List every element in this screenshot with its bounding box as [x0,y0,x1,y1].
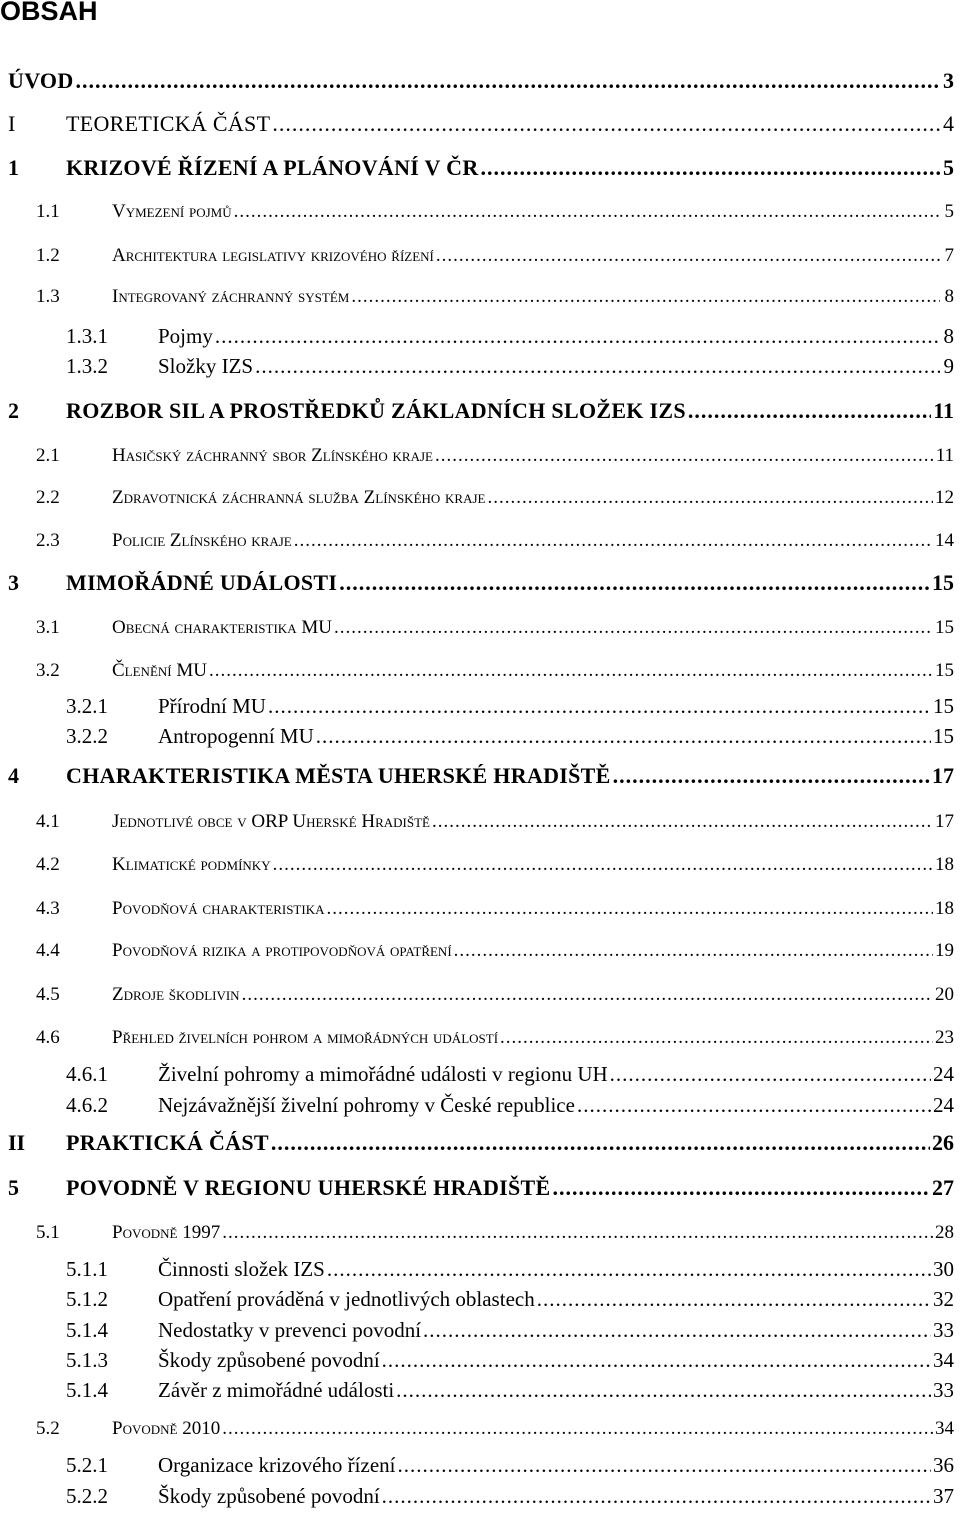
toc-entry-page: 8 [943,324,954,348]
toc-entry-number: 5.2 [36,1418,60,1439]
toc-entry-number: II [8,1130,26,1155]
toc-entry-title: Přehled živelních pohrom a mimořádných událostí [112,1027,499,1048]
toc-entry-number: 3.1 [36,617,60,638]
toc-entry-title: Jednotlivé obce v ORP Uherské Hradiště [112,811,430,832]
toc-entry-number: 4.3 [36,898,60,919]
toc-entry-page: 11 [933,398,954,423]
toc-entry[interactable] [0,726,954,747]
toc-entry-number: I [8,111,16,136]
toc-entry-title: Vymezení pojmů [112,201,232,222]
toc-entry[interactable] [0,1486,954,1507]
toc-entry-page: 34 [933,1348,954,1372]
toc-entry-number: 1 [8,155,19,180]
toc-entry[interactable] [0,696,954,717]
toc-entry[interactable] [0,488,954,507]
toc-dot-leader [76,70,940,92]
toc-entry[interactable] [0,246,954,265]
toc-entry-page: 19 [935,940,954,961]
toc-entry[interactable] [0,113,954,135]
toc-entry[interactable] [0,1380,954,1401]
toc-entry-title: Nejzávažnější živelní pohromy v České republice [158,1093,575,1117]
toc-entry[interactable] [0,1095,954,1116]
toc-entry[interactable] [0,1132,954,1154]
toc-entry-title: Povodňová charakteristika [112,898,325,919]
toc-entry-title: TEORETICKÁ ČÁST [66,111,271,136]
toc-entry-number: 5 [8,1175,19,1200]
toc-entry-page: 17 [932,763,954,788]
toc-entry-number: 4.2 [36,854,60,875]
toc-dot-leader [577,1095,931,1116]
toc-dot-leader [334,618,933,637]
toc-entry-title: Nedostatky v prevenci povodní [158,1318,422,1342]
toc-dot-leader [423,1320,931,1341]
toc-entry-title: Povodňová rizika a protipovodňová opatření [112,940,452,961]
toc-entry-number: 3 [8,570,19,595]
toc-entry-page: 15 [933,724,954,748]
toc-dot-leader [209,661,933,680]
toc-dot-leader [242,985,933,1004]
toc-dot-leader [435,446,934,465]
toc-dot-leader [552,1177,930,1199]
toc-entry-page: 17 [935,811,954,832]
toc-entry-number: 4.6.2 [66,1093,108,1117]
toc-entry[interactable] [0,157,954,179]
toc-entry[interactable] [0,356,954,377]
toc-entry[interactable] [0,1419,954,1438]
toc-entry-number: 5.1.3 [66,1348,108,1372]
toc-entry-page: 15 [935,660,954,681]
toc-entry-page: 33 [933,1378,954,1402]
toc-entry-title: Členění MU [112,660,207,681]
toc-entry[interactable] [0,941,954,960]
toc-entry-title: Činnosti složek IZS [158,1257,325,1281]
toc-entry[interactable] [0,1064,954,1085]
toc-entry[interactable] [0,899,954,918]
toc-entry-page: 4 [943,111,954,136]
toc-entry-number: 2 [8,398,19,423]
toc-entry-number: 1.3.2 [66,354,108,378]
toc-entry-number: 5.1.1 [66,1257,108,1281]
toc-entry-title: Opatření prováděná v jednotlivých oblastech [158,1287,535,1311]
toc-entry-number: 5.2.2 [66,1484,108,1508]
toc-entry-page: 15 [932,570,954,595]
toc-entry-number: 5.1.4 [66,1378,108,1402]
toc-entry[interactable] [0,572,954,594]
toc-dot-leader [271,1132,930,1154]
toc-entry-page: 23 [935,1027,954,1048]
toc-entry[interactable] [0,1259,954,1280]
toc-dot-leader [255,356,940,377]
toc-entry[interactable] [0,985,954,1004]
toc-entry-title: Povodně 2010 [112,1418,221,1439]
toc-entry-title: POVODNĚ V REGIONU UHERSKÉ HRADIŠTĚ [66,1175,551,1200]
toc-dot-leader [272,113,940,135]
toc-dot-leader [222,1419,933,1438]
toc-dot-leader [316,726,931,747]
toc-entry[interactable] [0,1223,954,1242]
toc-entry-number: 1.3 [36,286,60,307]
toc-dot-leader [396,1380,931,1401]
toc-dot-leader [398,1455,932,1476]
toc-entry[interactable] [0,1177,954,1199]
toc-entry-title: Živelní pohromy a mimořádné události v regionu UH [158,1062,608,1086]
toc-entry-number: 4.4 [36,940,60,961]
toc-dot-leader [432,812,933,831]
toc-entry[interactable] [0,202,954,221]
toc-entry-page: 24 [933,1062,954,1086]
toc-dot-leader [382,1486,931,1507]
toc-entry-number: 1.2 [36,245,60,266]
toc-entry-title: Závěr z mimořádné události [158,1378,395,1402]
toc-entry-number: 4.1 [36,811,60,832]
toc-entry[interactable] [0,1350,954,1371]
toc-entry-title: Přírodní MU [158,694,266,718]
toc-entry[interactable] [0,287,954,306]
toc-dot-leader [294,531,933,550]
toc-entry-title: ÚVOD [8,68,74,93]
toc-entry-number: 5.1 [36,1222,60,1243]
toc-entry-title: Zdroje škodlivin [112,984,240,1005]
toc-entry-page: 18 [935,854,954,875]
toc-entry-title: Povodně 1997 [112,1222,221,1243]
toc-entry[interactable] [0,812,954,831]
toc-entry-number: 5.1.2 [66,1287,108,1311]
toc-entry-title: Obecná charakteristika MU [112,617,332,638]
toc-entry-title: PRAKTICKÁ ČÁST [66,1130,269,1155]
toc-dot-leader [537,1289,931,1310]
toc-dot-leader [222,1223,933,1242]
toc-entry-number: 5.2.1 [66,1453,108,1477]
toc-entry-number: 4.6 [36,1027,60,1048]
toc-entry-page: 26 [932,1130,954,1155]
toc-entry-title: Architektura legislativy krizového řízení [112,245,434,266]
toc-dot-leader [327,1259,931,1280]
toc-entry[interactable] [0,1320,954,1341]
toc-entry-number: 1.3.1 [66,324,108,348]
toc-entry[interactable] [0,661,954,680]
toc-entry-title: Škody způsobené povodní [158,1484,380,1508]
toc-entry-number: 1.1 [36,201,60,222]
toc-dot-leader [382,1350,931,1371]
toc-dot-leader [454,941,933,960]
toc-entry[interactable] [0,446,954,465]
toc-entry-page: 11 [935,445,954,466]
toc-entry-page: 8 [944,286,954,307]
toc-entry-number: 3.2 [36,660,60,681]
toc-entry-title: Integrovaný záchranný systém [112,286,350,307]
toc-entry-page: 18 [935,898,954,919]
toc-entry[interactable] [0,1455,954,1476]
toc-entry[interactable] [0,765,954,787]
toc-dot-leader [339,572,930,594]
toc-entry-page: 5 [943,155,954,180]
toc-entry-title: MIMOŘÁDNÉ UDÁLOSTI [66,570,338,595]
toc-entry-number: 3.2.1 [66,694,108,718]
toc-entry-title: Pojmy [158,324,213,348]
toc-entry-number: 4 [8,763,19,788]
toc-entry-page: 3 [943,68,954,93]
toc-entry-number: 2.2 [36,487,60,508]
page-title: OBSAH [0,0,98,26]
toc-dot-leader [688,400,931,422]
toc-entry[interactable] [0,400,954,422]
toc-entry-page: 5 [944,201,954,222]
toc-entry-number: 2.1 [36,445,60,466]
toc-entry-page: 7 [944,245,954,266]
toc-entry-title: ROZBOR SIL A PROSTŘEDKŮ ZÁKLADNÍCH SLOŽEK IZS [66,398,686,423]
toc-entry[interactable] [0,855,954,874]
toc-dot-leader [487,488,933,507]
toc-entry-title: Hasičský záchranný sbor Zlínského kraje [112,445,433,466]
toc-dot-leader [326,899,933,918]
toc-dot-leader [481,157,940,179]
toc-entry-number: 5.1.4 [66,1318,108,1342]
toc-entry[interactable] [0,618,954,637]
toc-entry-title: CHARAKTERISTIKA MĚSTA UHERSKÉ HRADIŠTĚ [66,763,611,788]
toc-dot-leader [500,1028,933,1047]
toc-dot-leader [273,855,933,874]
toc-entry-title: Škody způsobené povodní [158,1348,380,1372]
toc-entry-page: 15 [933,694,954,718]
toc-entry-page: 27 [932,1175,954,1200]
toc-entry[interactable] [0,1028,954,1047]
toc-entry-page: 36 [933,1453,954,1477]
toc-entry-page: 9 [943,354,954,378]
toc-entry-number: 4.5 [36,984,60,1005]
toc-entry-title: Antropogenní MU [158,724,314,748]
toc-entry-page: 34 [935,1418,954,1439]
toc-entry-title: Organizace krizového řízení [158,1453,396,1477]
toc-entry[interactable] [0,531,954,550]
toc-entry-page: 15 [935,617,954,638]
toc-dot-leader [351,287,940,306]
toc-entry-page: 37 [933,1484,954,1508]
toc-entry-title: KRIZOVÉ ŘÍZENÍ A PLÁNOVÁNÍ V ČR [66,155,479,180]
toc-dot-leader [610,1064,931,1085]
toc-entry-page: 28 [935,1222,954,1243]
toc-entry-number: 4.6.1 [66,1062,108,1086]
toc-entry-title: Policie Zlínského kraje [112,530,292,551]
toc-entry-page: 20 [935,984,954,1005]
toc-entry-page: 14 [935,530,954,551]
toc-entry-title: Složky IZS [158,354,254,378]
toc-entry-page: 12 [935,487,954,508]
toc-dot-leader [436,246,940,265]
toc-dot-leader [215,326,940,347]
toc-entry-page: 32 [933,1287,954,1311]
toc-entry-page: 30 [933,1257,954,1281]
toc-entry-page: 33 [933,1318,954,1342]
toc-dot-leader [613,765,930,787]
toc-dot-leader [268,696,931,717]
toc-entry-title: Zdravotnická záchranná služba Zlínského kraje [112,487,486,508]
toc-entry-number: 2.3 [36,530,60,551]
toc-entry-number: 3.2.2 [66,724,108,748]
toc-entry[interactable] [0,326,954,347]
toc-entry-title: Klimatické podmínky [112,854,271,875]
toc-dot-leader [234,202,940,221]
toc-entry-page: 24 [933,1093,954,1117]
toc-entry[interactable] [0,70,954,92]
toc-entry[interactable] [0,1289,954,1310]
